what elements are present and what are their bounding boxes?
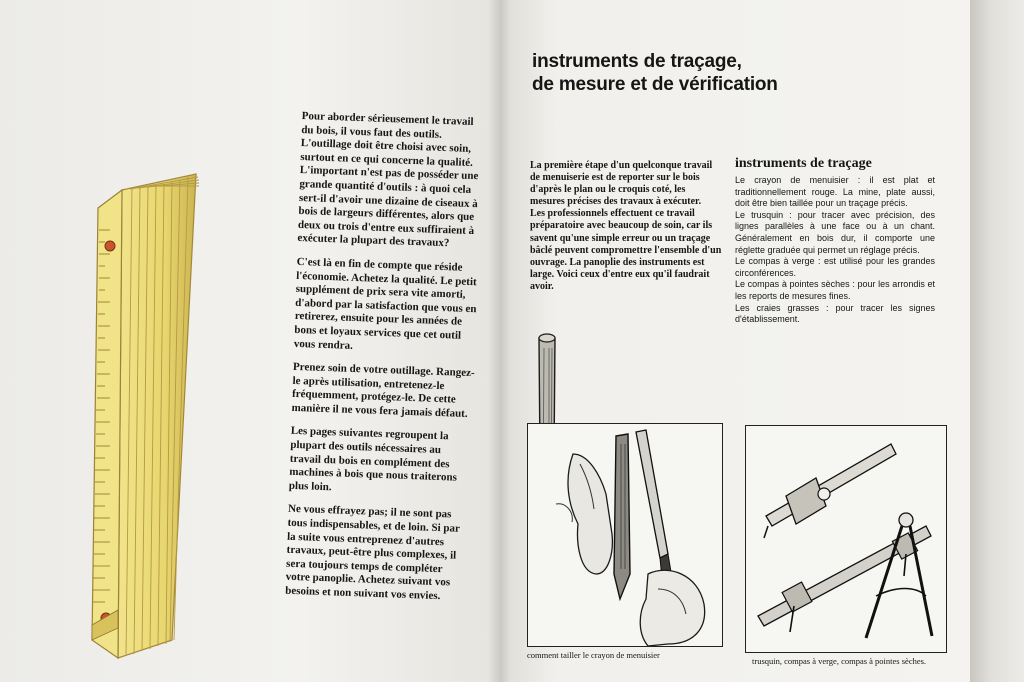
tools-list xyxy=(735,175,935,326)
intro-text-column xyxy=(285,110,484,615)
tool-item: Le crayon de menuisier : il est plat et traditionnellement rouge. La mine, plate aussi, doit être bien taillée pour un traçage précis. xyxy=(735,175,935,209)
intro-col-paragraph: La première étape d'un quelconque travail de menuiserie est de reporter sur le bois d'après le plan ou le croquis coté, les mesures précises des travaux à exécuter. xyxy=(530,160,713,208)
intro-paragraph: Prenez soin de votre outillage. Rangez-le après utilisation, entretenez-le fréquemment, protégez-le. De cette manière il ne vous fera jamais défaut. xyxy=(291,360,475,420)
tool-item: Le compas à pointes sèches : pour les arrondis et les reports de mesures fines. xyxy=(735,279,935,301)
section-title: instruments de traçage xyxy=(735,156,872,171)
folding-ruler-illustration xyxy=(88,170,218,660)
pencil-caption: comment tailler le crayon de menuisier xyxy=(527,650,660,660)
left-page xyxy=(0,0,500,682)
tools-caption: trusquin, compas à verge, compas à pointes sèches. xyxy=(752,656,927,666)
title-line-2: de mesure et de vérification xyxy=(532,74,778,95)
page-edge xyxy=(970,0,1024,682)
intro-paragraph: C'est là en fin de compte que réside l'économie. Achetez la qualité. Le petit supplément de prix sera vite amorti, d'abord par la satisfaction que vous en retirerez, ensuite pour les années de bons et loyaux services que cet outil vous rendra. xyxy=(293,255,477,352)
page-title xyxy=(532,50,952,96)
intro-paragraph: Ne vous effrayez pas; il ne sont pas tous indispensables, et de loin. Si par la suite vous entreprenez d'autres travaux, peut-être plus complexes, il sera toujours temps de compléter votre panoplie. Achetez suivant vos besoins et non suivant vos envies. xyxy=(285,503,460,603)
tool-item: Le trusquin : pour tracer avec précision, des lignes parallèles à une face ou à un chant. Généralement en bois dur, il comporte une réglette graduée qui permet un réglage précis. xyxy=(735,209,935,255)
marking-gauge-compass-illustration xyxy=(746,426,946,652)
intro-column xyxy=(530,160,722,293)
intro-paragraph: Les pages suivantes regroupent la plupart des outils nécessaires au travail du bois en complément des machines à bois que nous traiterons plus loin. xyxy=(288,425,458,494)
book-gutter xyxy=(488,0,510,682)
hands-sharpening-illustration xyxy=(528,424,722,646)
pencil-sharpening-frame xyxy=(527,423,723,647)
tool-item: Les craies grasses : pour tracer les signes d'établissement. xyxy=(735,302,935,325)
title-line-1: instruments de traçage, xyxy=(532,51,742,72)
intro-paragraph: Pour aborder sérieusement le travail du bois, il vous faut des outils. L'outillage doit être choisi avec soin, surtout en ce qui concerne la qualité. L'important n'est pas de posséder une grande quantité d'outils : à quoi cela sert-il d'avoir une dizaine de ciseaux à bois de largeurs différentes, alors que deux ou trois d'entre eux suffiraient à exécuter la plupart des travaux? xyxy=(297,110,479,250)
marking-tools-frame xyxy=(745,425,947,653)
tool-item: Le compas à verge : est utilisé pour les grandes circonférences. xyxy=(735,256,935,278)
intro-col-paragraph: Les professionnels effectuent ce travail préparatoire avec beaucoup de soin, car ils savent qu'une simple erreur ou un traçage bâclé peuvent compromettre l'ensemble d'un ouvrage. La panoplie des instruments est large. Voici ceux d'entre eux qu'il faudrait avoir. xyxy=(530,208,722,292)
